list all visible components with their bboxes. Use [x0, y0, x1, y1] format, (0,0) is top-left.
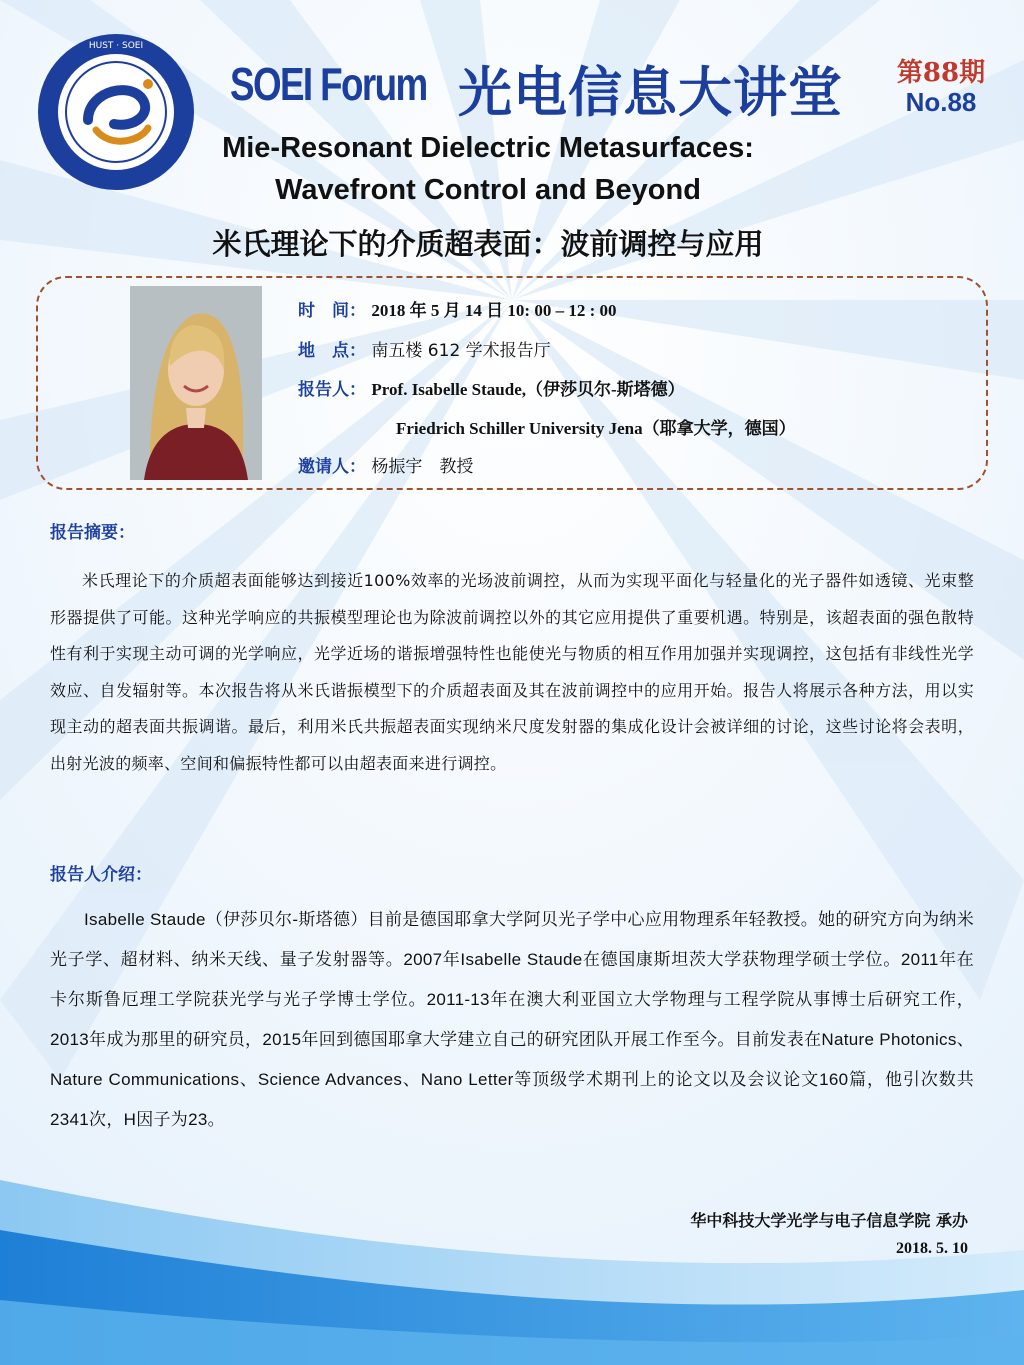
place-row: [298, 336, 551, 361]
time-label: 时 间：: [298, 301, 366, 321]
speaker-photo: [130, 286, 262, 480]
organizer: 华中科技大学光学与电子信息学院 承办: [690, 1211, 968, 1230]
speaker-row: [298, 375, 685, 400]
talk-title-cn: 米氏理论下的介质超表面：波前调控与应用: [212, 227, 764, 261]
issue-number-en: No.88: [905, 87, 977, 117]
host-row: [298, 452, 473, 477]
issue-badge: [896, 52, 986, 118]
svg-text:HUST · SOEI: HUST · SOEI: [88, 41, 144, 51]
issue-number-cn: 第88期: [896, 58, 986, 88]
place-value: 南五楼 612 学术报告厅: [371, 341, 551, 361]
abstract-text: 米氏理论下的介质超表面能够达到接近100%效率的光场波前调控，从而为实现平面化与轻量化的光子器件如透镜、光束整形器提供了可能。这种光学响应的共振模型理论也为除波前调控以外的其它应用提供了重要机遇。特别是，该超表面的强色散特性有利于实现主动可调的光学响应，光学近场的谐振增强特性也能使光与物质的相互作用加强并实现调控，这包括有非线性光学效应、自发辐射等。本次报告将从米氏谐振模型下的介质超表面及其在波前调控中的应用开始。报告人将展示各种方法，用以实现主动的超表面共振调谐。最后，利用米氏共振超表面实现纳米尺度发射器的集成化设计会被详细的讨论，这些讨论将会表明，出射光波的频率、空间和偏振特性都可以由超表面来进行调控。: [50, 571, 974, 773]
speaker-value: Prof. Isabelle Staude,（伊莎贝尔-斯塔德）: [371, 380, 685, 399]
forum-name-en: SOEI Forum: [230, 58, 427, 110]
abstract-heading: 报告摘要：: [50, 523, 135, 543]
speaker-label: 报告人：: [298, 380, 366, 400]
forum-name-cn: 光电信息大讲堂: [458, 61, 843, 124]
place-label: 地 点：: [298, 341, 366, 361]
time-value: 2018 年 5 月 14 日 10: 00 – 12 : 00: [371, 301, 617, 320]
announcement-date: 2018. 5. 10: [896, 1240, 968, 1257]
forum-title: [230, 44, 890, 124]
host-label: 邀请人：: [298, 457, 366, 477]
time-row: [298, 296, 616, 321]
talk-title-en-line1: Mie-Resonant Dielectric Metasurfaces:: [222, 132, 754, 164]
bio-text: Isabelle Staude（伊莎贝尔-斯塔德）目前是德国耶拿大学阿贝光子学中心应用物理系年轻教授。她的研究方向为纳米光子学、超材料、纳米天线、量子发射器等。2007年Isabelle Staude在德国康斯坦茨大学获物理学硕士学位。2011年在卡尔斯鲁厄理工学院获光学与光子学博士学位。2011-13年在澳大利亚国立大学物理与工程学院从事博士后研究工作，2013年成为那里的研究员，2015年回到德国耶拿大学建立自己的研究团队开展工作至今。目前发表在Nature Photonics、Nature Communications、Science Advances、Nano Letter等顶级学术期刊上的论文以及会议论文160篇，他引次数共2341次，H因子为23。: [50, 910, 974, 1129]
school-logo: [36, 32, 196, 192]
affiliation-value: Friedrich Schiller University Jena（耶拿大学，德国）: [396, 419, 796, 438]
host-value: 杨振宇 教授: [371, 457, 474, 477]
bio-heading: 报告人介绍：: [50, 865, 152, 885]
affiliation-row: [396, 414, 796, 439]
talk-title-en-line2: Wavefront Control and Beyond: [275, 174, 701, 206]
